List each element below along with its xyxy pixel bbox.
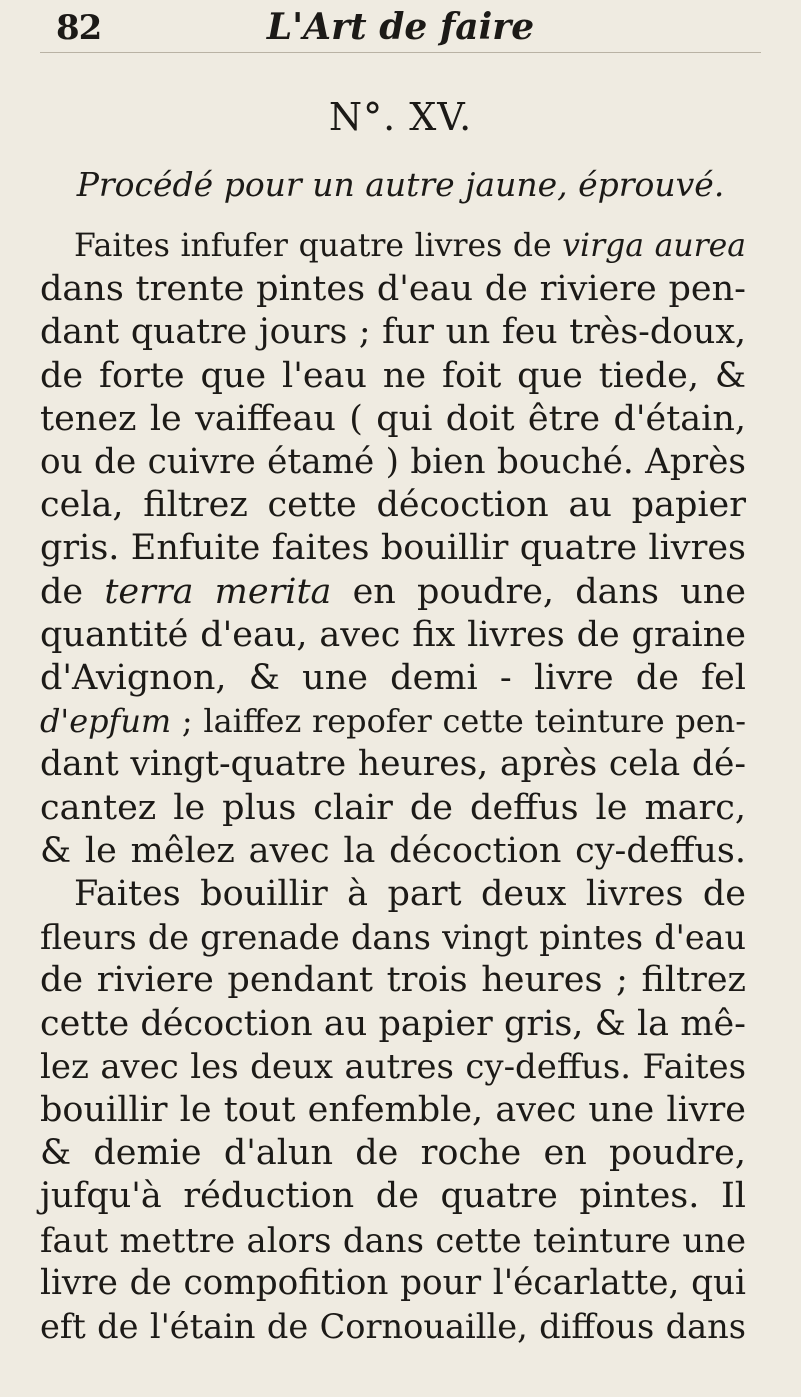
running-title: L'Art de faire (266, 6, 535, 48)
text-line: faut mettre alors dans cette teinture une (40, 1220, 746, 1260)
body-text (40, 225, 746, 1348)
text-line: de terra merita en poudre, dans une (40, 571, 746, 612)
text-line: dant vingt-quatre heures, après cela dé- (40, 744, 746, 785)
header-rule (40, 52, 761, 53)
text-line: cantez le plus clair de deffus le marc, (40, 787, 746, 828)
text-line: quantité d'eau, avec fix livres de graine (40, 614, 746, 655)
text-line: d'Avignon, & une demi - livre de fel (40, 658, 746, 699)
italic-term: virga aurea (562, 228, 746, 264)
text-line: d'epfum ; laiffez repofer cette teinture pen- (40, 702, 746, 741)
text-line: livre de compofition pour l'écarlatte, qui (40, 1262, 746, 1303)
text-line: cela, filtrez cette décoction au papier (40, 485, 746, 526)
text-line: gris. Enfuite faites bouillir quatre livres (40, 528, 746, 569)
section-number: N°. XV. (328, 95, 473, 139)
text-line: cette décoction au papier gris, & la mê- (40, 1003, 746, 1044)
text-line: Faites infufer quatre livres de virga aurea (74, 228, 746, 264)
page-header (40, 6, 761, 56)
text-line: & demie d'alun de roche en poudre, (40, 1133, 746, 1174)
page-number: 82 (56, 8, 102, 48)
italic-term: d'epfum (40, 702, 172, 741)
text-line: tenez le vaiffeau ( qui doit être d'étain, (40, 398, 746, 439)
text-line: bouillir le tout enfemble, avec une livre (40, 1090, 746, 1131)
text-line: ou de cuivre étamé ) bien bouché. Après (40, 442, 746, 483)
text-line: de forte que l'eau ne foit que tiede, & (40, 355, 746, 396)
text-line: dant quatre jours ; fur un feu très-doux, (40, 312, 746, 353)
text-line: dans trente pintes d'eau de riviere pen- (40, 269, 746, 310)
italic-term: terra merita (104, 571, 332, 612)
text-line: fleurs de grenade dans vingt pintes d'eau (40, 918, 746, 958)
text-line: jufqu'à réduction de quatre pintes. Il (40, 1176, 746, 1217)
text-line: & le mêlez avec la décoction cy-deffus. (40, 830, 746, 871)
text-line: Faites bouillir à part deux livres de (74, 874, 746, 915)
text-line: eft de l'étain de Cornouaille, diffous dans (40, 1307, 746, 1347)
text-line: lez avec les deux autres cy-deffus. Faites (40, 1046, 746, 1087)
section-subtitle: Procédé pour un autre jaune, éprouvé. (76, 165, 725, 204)
text-line: de riviere pendant trois heures ; filtrez (40, 960, 746, 1001)
